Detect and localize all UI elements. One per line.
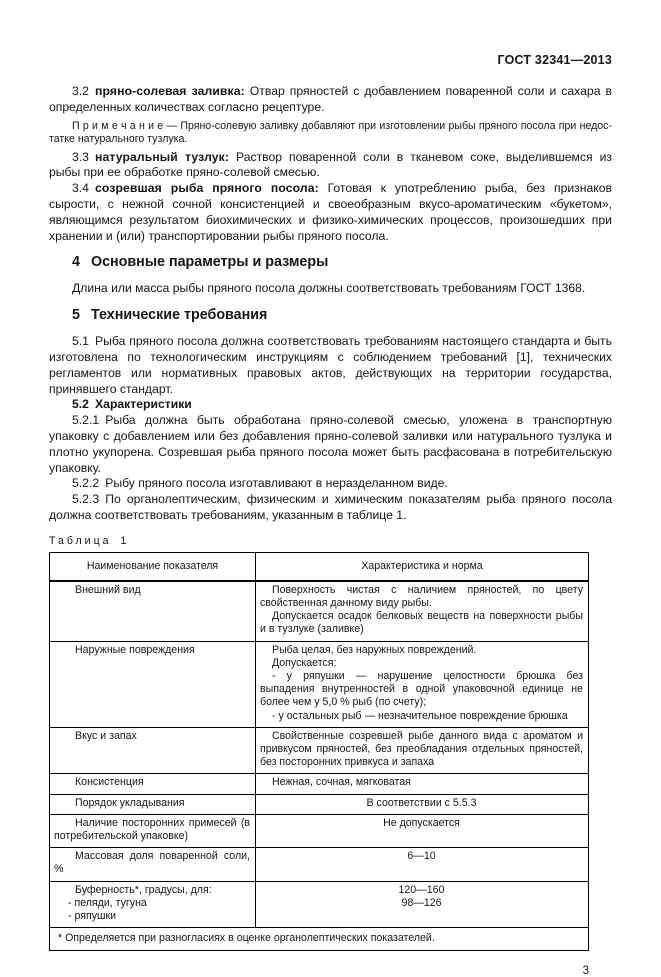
- table-row: [50, 727, 589, 774]
- section-number: 4: [72, 254, 80, 271]
- para-5-2-3: 5.2.3 По органолептическим, физическим и химическим показателям рыба пряного посола должна соответствовать требованиям, указанным в таблице 1.: [49, 492, 612, 522]
- indicator-name: Порядок укладывания: [75, 796, 185, 809]
- indicator-subitem: - ряпушки: [68, 910, 117, 922]
- norm-cell: [256, 794, 589, 814]
- indicator-cell: [50, 794, 256, 814]
- para-4: Длина или масса рыбы пряного посола должны соответствовать требованиям ГОСТ 1368.: [72, 281, 586, 296]
- indicator-cell: [50, 814, 256, 847]
- term: пряно-солевая заливка:: [95, 84, 245, 98]
- norm-text: Нежная, сочная, мягковатая: [272, 776, 411, 789]
- norm-cell: [256, 581, 589, 641]
- para-5-2-1: 5.2.1 Рыба должна быть обработана пряно-солевой смесью, уложена в транспортную упаковку с добавлением или без добавления пряно-солевой заливки или натурального тузлука и плотно укупорена. Созревшая рыба пряного посола может быть расфасована в потребительскую упаковку.: [49, 413, 612, 475]
- term: созревшая рыба пряного посола:: [95, 181, 319, 196]
- norm-cell: [256, 814, 589, 847]
- section-heading-4: [49, 253, 612, 272]
- indicator-name: Внешний вид: [75, 583, 141, 596]
- indicator-cell: [50, 881, 256, 928]
- clause-text: Отвар пряностей с добавлением поваренной соли и сахара в определенных количествах согласно рецептуре.: [49, 84, 612, 114]
- norm-text: Свойственные созревшей рыбе данного вида с ароматом и привкусом пряностей, без преобладания отдельных пряностей, без посторонних привкуса и запаха: [260, 729, 583, 769]
- indicator-name: Наружные повреждения: [75, 643, 195, 656]
- table-row: [50, 848, 589, 881]
- norm-text: 6—10: [407, 850, 436, 863]
- subheading-5-2: 5.2 Характеристики: [72, 397, 192, 412]
- term: натуральный тузлук:: [95, 149, 229, 164]
- indicator-cell: [50, 641, 256, 727]
- norm-cell: [256, 641, 589, 727]
- norm-text: В соответствии с 5.5.3: [366, 796, 477, 809]
- norm-cell: [256, 727, 589, 774]
- indicator-name: Вкус и запах: [75, 729, 137, 742]
- note-3-2: [49, 120, 612, 146]
- section-heading-5: [49, 306, 612, 325]
- note-label: П р и м е ч а н и е —: [72, 119, 181, 132]
- norm-text: Не допускается: [383, 816, 460, 829]
- norm-cell: [256, 774, 589, 794]
- column-header-indicator: Наименование показателя: [50, 552, 256, 581]
- norm-text: Поверхность чистая с наличием пряностей, по цвету свойственная данному виду рыбы.: [260, 583, 583, 609]
- table-row: [50, 581, 589, 641]
- indicator-cell: [50, 774, 256, 794]
- para-5-1: 5.1 Рыба пряного посола должна соответствовать требованиям настоящего стандарта и быть изготовлена по технологическим инструкциям с соблюдением требований [1], технических регламентов или нормативных правовых актов, действующих на территории государства, принявшего стандарт.: [49, 334, 612, 396]
- note-text: Пряно-солевую заливку добавляют при изготовлении рыбы пряного посола при недостатке натурального тузлука.: [49, 119, 612, 145]
- indicator-cell: [50, 727, 256, 774]
- table-row: [50, 774, 589, 794]
- norm-text: Рыба целая, без наружных повреждений.: [272, 643, 477, 656]
- clause-number: 3.3: [72, 149, 96, 164]
- norm-text: 120—160: [398, 883, 445, 896]
- norm-text: - у ряпушки — нарушение целостности брюшка без выпадения внутренностей в одной упаковочной единице не более чем у 5,0 % рыб (по счету);: [260, 669, 583, 709]
- document-number-header: ГОСТ 32341—2013: [497, 53, 612, 67]
- para-3-3: [49, 150, 612, 182]
- column-header-norm: Характеристика и норма: [256, 552, 589, 581]
- clause-number: 3.4: [72, 181, 96, 196]
- para-5-2-2: 5.2.2 Рыбу пряного посола изготавливают в неразделанном виде.: [72, 476, 448, 491]
- section-number: 5: [72, 307, 80, 324]
- characteristics-table: [49, 552, 589, 951]
- table-row: [50, 814, 589, 847]
- table-caption-number: 1: [120, 534, 127, 547]
- norm-text: Допускается осадок белковых веществ на поверхности рыбы и в тузлуке (заливке): [260, 610, 583, 636]
- para-3-4: [49, 181, 612, 244]
- clause-text: Готовая к употреблению рыба, без признаков сырости, с нежной сочной консистенцией и своеобразным вкусо-ароматическим «букетом», являющимся результатом биохимических и физико-химических процессов, произошедших при хранении и (или) транспортировании рыбы пряного посола.: [49, 181, 613, 243]
- norm-text: 98—126: [401, 896, 442, 909]
- indicator-name: Массовая доля поваренной соли, %: [54, 850, 250, 876]
- table-header-row: [50, 552, 589, 581]
- indicator-cell: [50, 581, 256, 641]
- table-caption-word: Таблица: [49, 534, 112, 547]
- table-row: [50, 641, 589, 727]
- table-caption: [49, 534, 612, 548]
- indicator-subitem: - пеляди, тугуна: [68, 896, 147, 909]
- indicator-name: Буферность*, градусы, для:: [75, 883, 212, 896]
- norm-cell: [256, 881, 589, 928]
- norm-text: - у остальных рыб — незначительное повреждение брюшка: [272, 709, 568, 722]
- clause-number: 3.2: [72, 84, 96, 98]
- page-number: 3: [582, 965, 589, 977]
- indicator-name: Консистенция: [75, 776, 144, 789]
- section-title: Основные параметры и размеры: [90, 254, 329, 271]
- table-footnote-row: [50, 928, 589, 951]
- indicator-name: Наличие посторонних примесей (в потребительской упаковке): [54, 816, 250, 842]
- indicator-cell: [50, 848, 256, 881]
- table-footnote: * Определяется при разногласиях в оценке органолептических показателей.: [50, 928, 589, 951]
- para-3-2: [49, 84, 612, 116]
- norm-cell: [256, 848, 589, 881]
- table-row: [50, 794, 589, 814]
- clause-text: Раствор поваренной соли в тканевом соке, выделившемся из рыбы при ее обработке пряно-солевой смесью.: [49, 149, 612, 180]
- table-row: [50, 881, 589, 928]
- section-title: Технические требования: [90, 307, 268, 324]
- norm-text: Допускается:: [272, 656, 337, 669]
